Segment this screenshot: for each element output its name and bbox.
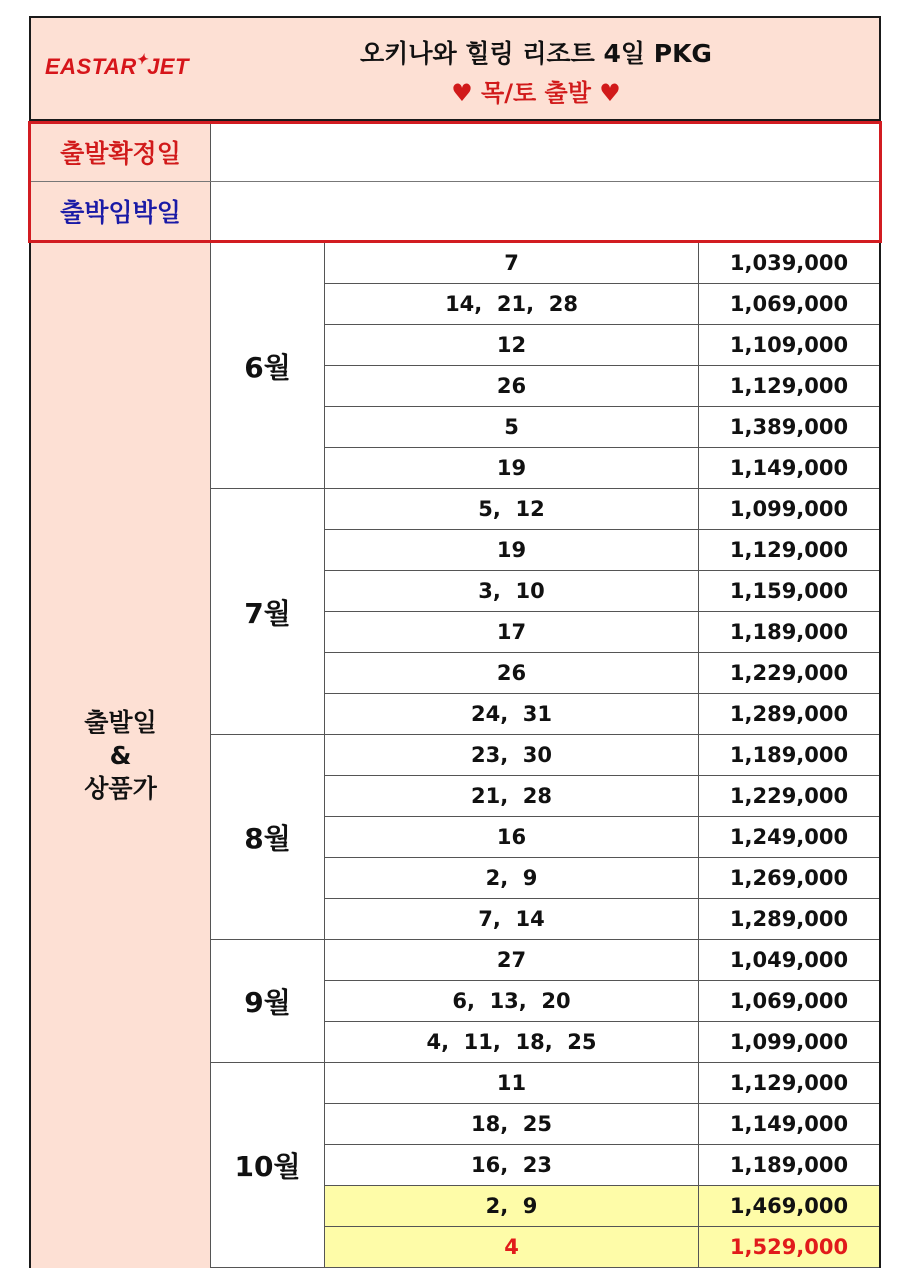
package-price: 1,069,000 <box>729 989 849 1013</box>
table-row <box>325 407 879 448</box>
package-price: 1,129,000 <box>729 1071 849 1095</box>
departure-dates: 26 <box>325 653 699 693</box>
table-row <box>325 653 879 694</box>
package-price: 1,159,000 <box>729 579 849 603</box>
departure-dates: 19 <box>325 530 699 570</box>
table-row <box>325 858 879 899</box>
package-price: 1,189,000 <box>729 620 849 644</box>
table-row <box>325 1063 879 1104</box>
package-price: 1,289,000 <box>729 907 849 931</box>
table-row <box>325 1022 879 1063</box>
departure-dates: 18, 25 <box>325 1104 699 1144</box>
month-label: 7월 <box>211 489 325 735</box>
table-row <box>325 571 879 612</box>
month-label: 9월 <box>211 940 325 1063</box>
side-label-line: 상품가 <box>84 774 157 803</box>
departure-dates: 7 <box>325 243 699 283</box>
departure-dates: 5 <box>325 407 699 447</box>
package-price: 1,069,000 <box>729 292 849 316</box>
package-price: 1,189,000 <box>729 1153 849 1177</box>
package-price: 1,149,000 <box>729 1112 849 1136</box>
package-price: 1,249,000 <box>729 825 849 849</box>
departure-dates: 24, 31 <box>325 694 699 734</box>
package-title: 오키나와 힐링 리조트 4일 PKG <box>360 39 712 68</box>
departure-dates: 19 <box>325 448 699 488</box>
table-row <box>325 817 879 858</box>
table-row <box>325 694 879 735</box>
package-price: 1,389,000 <box>729 415 849 439</box>
package-price: 1,289,000 <box>729 702 849 726</box>
package-price: 1,469,000 <box>729 1194 849 1218</box>
package-price: 1,189,000 <box>729 743 849 767</box>
table-row <box>325 1104 879 1145</box>
table-row <box>325 366 879 407</box>
table-row <box>325 325 879 366</box>
side-label-line: 출발일 <box>84 708 157 737</box>
table-row <box>325 899 879 940</box>
table-row <box>325 612 879 653</box>
table-row <box>325 530 879 571</box>
package-price: 1,529,000 <box>729 1235 849 1259</box>
table-row <box>325 1186 879 1227</box>
departure-days: ♥ 목/토 출발 ♥ <box>451 79 621 107</box>
departure-dates: 16 <box>325 817 699 857</box>
table-row <box>325 735 879 776</box>
package-price: 1,109,000 <box>729 333 849 357</box>
departure-dates: 4, 11, 18, 25 <box>325 1022 699 1062</box>
table-row <box>325 489 879 530</box>
header <box>31 18 879 121</box>
package-price: 1,229,000 <box>729 661 849 685</box>
table-row <box>325 1227 879 1268</box>
table-row <box>325 981 879 1022</box>
side-label-line: & <box>109 741 132 770</box>
price-table <box>29 16 881 1268</box>
departure-and-price-label <box>31 243 211 1268</box>
month-label: 8월 <box>211 735 325 940</box>
package-price: 1,149,000 <box>729 456 849 480</box>
highlight-box <box>28 121 882 243</box>
table-row <box>325 284 879 325</box>
package-price: 1,229,000 <box>729 784 849 808</box>
package-price: 1,129,000 <box>729 538 849 562</box>
eastar-jet-logo: EASTAR✦JET <box>45 51 189 79</box>
table-row <box>325 448 879 489</box>
table-row <box>325 1145 879 1186</box>
departure-dates: 14, 21, 28 <box>325 284 699 324</box>
departure-dates: 17 <box>325 612 699 652</box>
month-label: 10월 <box>211 1063 325 1268</box>
package-price: 1,099,000 <box>729 497 849 521</box>
departure-dates: 4 <box>325 1227 699 1267</box>
departure-dates: 6, 13, 20 <box>325 981 699 1021</box>
departure-dates: 2, 9 <box>325 1186 699 1226</box>
package-price: 1,099,000 <box>729 1030 849 1054</box>
imminent-departure-label: 출박임박일 <box>31 182 211 240</box>
departure-dates: 26 <box>325 366 699 406</box>
confirmed-departure-label: 출발확정일 <box>31 123 211 181</box>
package-price: 1,269,000 <box>729 866 849 890</box>
package-price: 1,129,000 <box>729 374 849 398</box>
departure-dates: 16, 23 <box>325 1145 699 1185</box>
package-price: 1,039,000 <box>729 251 849 275</box>
departure-dates: 5, 12 <box>325 489 699 529</box>
departure-dates: 21, 28 <box>325 776 699 816</box>
departure-dates: 3, 10 <box>325 571 699 611</box>
departure-dates: 2, 9 <box>325 858 699 898</box>
departure-dates: 12 <box>325 325 699 365</box>
table-row <box>325 243 879 284</box>
departure-dates: 7, 14 <box>325 899 699 939</box>
departure-dates: 27 <box>325 940 699 980</box>
month-label: 6월 <box>211 243 325 489</box>
departure-dates: 23, 30 <box>325 735 699 775</box>
package-price: 1,049,000 <box>729 948 849 972</box>
table-row <box>325 940 879 981</box>
departure-dates: 11 <box>325 1063 699 1103</box>
table-row <box>325 776 879 817</box>
